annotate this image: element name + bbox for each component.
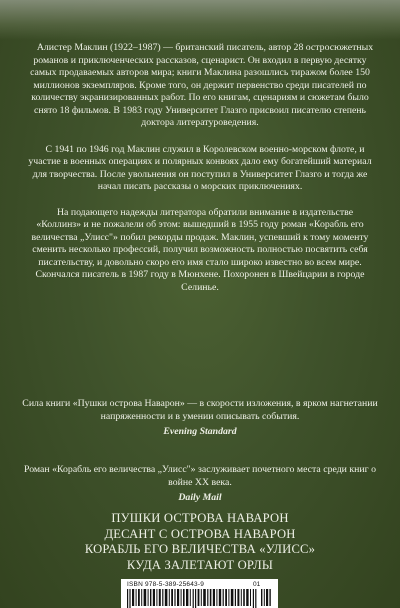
biography-paragraph: С 1941 по 1946 год Маклин служил в Королевском военно-морском флоте, и участие в военных операциях и полярных конвоях дало ему богатейший материал для творчества. После увольнения он поступил в Университет Глазго и тогда же начал писать рассказы о морских приключениях.: [28, 143, 372, 192]
book-title-list: [20, 511, 380, 573]
quote-text: Сила книги «Пушки острова Наварон» — в скорости изложения, в ярком нагнетании напряженности и в умении описывать события.: [22, 398, 378, 422]
quote-text: Роман «Корабль его величества „Улисс"» заслуживает почетного места среди книг о войне XX века.: [23, 464, 376, 488]
book-title: ДЕСАНТ С ОСТРОВА НАВАРОН: [104, 526, 296, 541]
biography-paragraph: Алистер Маклин (1922–1987) — британский писатель, автор 28 остросюжетных романов и приключенческих рассказов, сценарист. Он входил в первую десятку самых продаваемых авторов мира; книги Маклина разошлись тиражом более 150 миллионов экземпляров. Кроме того, он держит первенство среди писателей по количеству экранизированных работ. По его книгам, сценариям и сюжетам было снято 18 фильмов. В 1983 году Университет Глазго присвоил писателю степень доктора литературоведения.: [30, 42, 374, 128]
author-biography: [24, 42, 376, 307]
isbn-barcode: [121, 579, 278, 608]
biography-paragraph: На подающего надежды литератора обратили внимание в издательстве «Коллинз» и не пожалели об этом: вышедший в 1955 году роман «Корабль его величества „Улисс"» побил рекорды продаж. Маклин, успевший к тому моменту сменить несколько профессий, получил возможность полностью посвятить себя писательству, и довольно скоро его имя стало широко известно во всем мире. Скончался писатель в 1987 году в Мюнхене. Похоронен в Швейцарии в городе Селинье.: [31, 206, 369, 293]
quote-source: Daily Mail: [178, 492, 222, 504]
quote-source: Evening Standard: [163, 426, 237, 438]
book-title: КУДА ЗАЛЕТАЮТ ОРЛЫ: [126, 557, 274, 572]
book-title: ПУШКИ ОСТРОВА НАВАРОН: [111, 511, 289, 525]
press-quote: [22, 464, 378, 505]
press-quote: [22, 398, 378, 439]
isbn-label: ISBN 978-5-389-25643-9: [127, 581, 205, 588]
barcode-bars: [127, 589, 272, 608]
book-title: КОРАБЛЬ ЕГО ВЕЛИЧЕСТВА «УЛИСС»: [84, 542, 316, 557]
isbn-suffix: 01: [253, 581, 261, 588]
